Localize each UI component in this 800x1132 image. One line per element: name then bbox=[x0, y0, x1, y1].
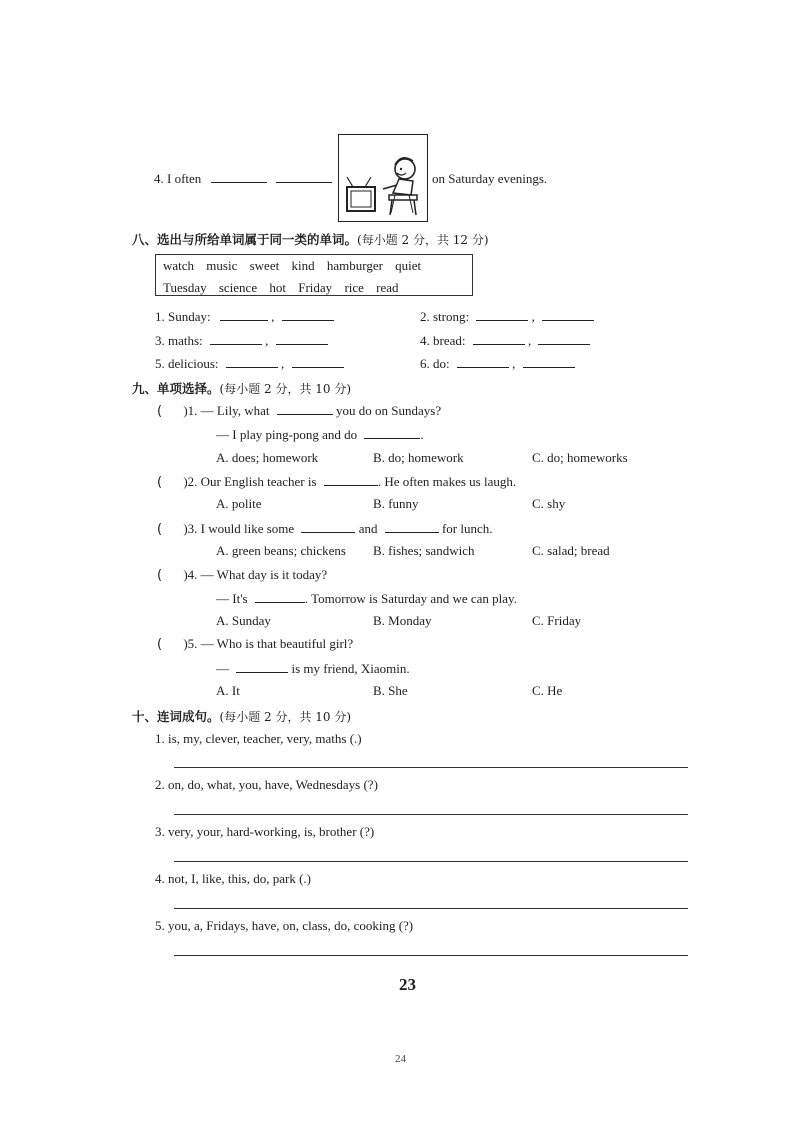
answer-blank[interactable] bbox=[324, 473, 378, 486]
classify-item-1: 1. Sunday: , bbox=[155, 308, 334, 325]
question-text: you do on Sundays? bbox=[336, 403, 442, 418]
question-number: )5. bbox=[183, 636, 198, 651]
section9-title: 九、单项选择。 bbox=[132, 381, 220, 396]
option-a[interactable]: A. polite bbox=[216, 496, 262, 511]
section10-note: (每小题 2 分，共 10 分) bbox=[219, 710, 352, 724]
question-number: )3. bbox=[183, 521, 198, 536]
q4-prefix: 4. I often bbox=[154, 171, 202, 186]
answer-blank[interactable] bbox=[542, 308, 594, 321]
q4-blank-1[interactable] bbox=[211, 170, 267, 183]
word: hamburger bbox=[326, 258, 383, 273]
answer-blank[interactable] bbox=[385, 520, 439, 533]
classify-item-3: 3. maths: , bbox=[155, 332, 328, 349]
word: music bbox=[206, 258, 238, 273]
classify-label: 4. bread: bbox=[420, 333, 466, 348]
question-number: )1. bbox=[183, 403, 198, 418]
mc-question-2 bbox=[157, 473, 516, 490]
mc-question-5-line2 bbox=[216, 660, 410, 677]
word: hot bbox=[269, 280, 286, 295]
reorder-item-1: 1. is, my, clever, teacher, very, maths (.) bbox=[155, 731, 362, 746]
classify-item-5: 5. delicious: , bbox=[155, 355, 344, 372]
question-number: )4. bbox=[183, 567, 198, 582]
option-b[interactable]: B. do; homework bbox=[373, 450, 464, 465]
answer-line[interactable] bbox=[174, 908, 688, 909]
answer-blank[interactable] bbox=[226, 355, 278, 368]
classify-label: 2. strong: bbox=[420, 309, 470, 324]
answer-blank[interactable] bbox=[457, 355, 509, 368]
question-text: I would like some bbox=[200, 521, 295, 536]
section8-title: 八、选出与所给单词属于同一类的单词。 bbox=[132, 232, 358, 247]
mc-question-3 bbox=[157, 520, 493, 537]
word-bank-row-2 bbox=[163, 280, 408, 296]
word: sweet bbox=[249, 258, 280, 273]
question-text: — It's bbox=[216, 591, 248, 606]
reorder-item-3: 3. very, your, hard-working, is, brother (?) bbox=[155, 824, 375, 839]
section10-heading bbox=[132, 707, 351, 725]
answer-blank[interactable] bbox=[523, 355, 575, 368]
mc-question-4-line2 bbox=[216, 590, 517, 607]
reorder-item-4: 4. not, I, like, this, do, park (.) bbox=[155, 871, 311, 886]
answer-blank[interactable] bbox=[473, 332, 525, 345]
option-c[interactable]: C. shy bbox=[532, 496, 566, 511]
answer-blank[interactable] bbox=[538, 332, 590, 345]
option-b[interactable]: B. Monday bbox=[373, 613, 432, 628]
option-c[interactable]: C. do; homeworks bbox=[532, 450, 628, 465]
classify-label: 3. maths: bbox=[155, 333, 203, 348]
answer-blank[interactable] bbox=[476, 308, 528, 321]
reorder-item-2: 2. on, do, what, you, have, Wednesdays (?) bbox=[155, 777, 378, 792]
word: watch bbox=[163, 258, 195, 273]
answer-paren-open[interactable]: ( bbox=[157, 568, 163, 583]
question-text: and bbox=[358, 521, 378, 536]
classify-item-4: 4. bread: , bbox=[420, 332, 590, 349]
question-text: — bbox=[216, 661, 229, 676]
section8-note: (每小题 2 分，共 12 分) bbox=[357, 233, 489, 247]
section10-title: 十、连词成句。 bbox=[132, 709, 220, 724]
reorder-item-5: 5. you, a, Fridays, have, on, class, do, cooking (?) bbox=[155, 918, 414, 933]
word: Friday bbox=[298, 280, 333, 295]
word: quiet bbox=[395, 258, 422, 273]
question-text: — What day is it today? bbox=[200, 567, 328, 582]
question-text: — I play ping-pong and do bbox=[216, 427, 358, 442]
answer-blank[interactable] bbox=[292, 355, 344, 368]
option-b[interactable]: B. fishes; sandwich bbox=[373, 543, 475, 558]
option-a[interactable]: A. green beans; chickens bbox=[216, 543, 346, 558]
answer-blank[interactable] bbox=[301, 520, 355, 533]
answer-blank[interactable] bbox=[276, 332, 328, 345]
answer-blank[interactable] bbox=[210, 332, 262, 345]
q4-picture-frame bbox=[338, 134, 428, 222]
option-c[interactable]: C. Friday bbox=[532, 613, 582, 628]
scan-page-number: 24 bbox=[395, 1053, 406, 1065]
word: science bbox=[218, 280, 258, 295]
mc-question-4 bbox=[157, 567, 327, 583]
answer-line[interactable] bbox=[174, 955, 688, 956]
word-bank-row-1 bbox=[163, 258, 430, 274]
section9-heading bbox=[132, 379, 351, 397]
word: kind bbox=[291, 258, 315, 273]
word: read bbox=[376, 280, 399, 295]
answer-paren-open[interactable]: ( bbox=[157, 475, 163, 490]
answer-line[interactable] bbox=[174, 814, 688, 815]
mc-question-5 bbox=[157, 636, 353, 652]
option-a[interactable]: A. does; homework bbox=[216, 450, 319, 465]
section8-heading bbox=[132, 230, 489, 248]
answer-blank[interactable] bbox=[277, 402, 333, 415]
classify-label: 1. Sunday: bbox=[155, 309, 211, 324]
section9-note: (每小题 2 分，共 10 分) bbox=[219, 382, 352, 396]
answer-blank[interactable] bbox=[220, 308, 268, 321]
answer-line[interactable] bbox=[174, 767, 688, 768]
answer-blank[interactable] bbox=[236, 660, 288, 673]
question-text: . bbox=[420, 427, 424, 442]
question-text: — Lily, what bbox=[200, 403, 270, 418]
question-text: . He often makes us laugh. bbox=[377, 474, 517, 489]
classify-item-2: 2. strong: , bbox=[420, 308, 594, 325]
answer-blank[interactable] bbox=[282, 308, 334, 321]
option-c[interactable]: C. salad; bread bbox=[532, 543, 610, 558]
q4-sentence bbox=[154, 170, 332, 187]
answer-paren-open[interactable]: ( bbox=[157, 404, 163, 419]
option-a[interactable]: A. It bbox=[216, 683, 240, 698]
question-text: for lunch. bbox=[441, 521, 493, 536]
option-c[interactable]: C. He bbox=[532, 683, 563, 698]
question-text: — Who is that beautiful girl? bbox=[200, 636, 354, 651]
classify-item-6: 6. do: , bbox=[420, 355, 575, 372]
word-bank bbox=[155, 254, 473, 296]
question-number: )2. bbox=[183, 474, 198, 489]
person-watching-tv-illustration bbox=[339, 135, 426, 220]
q4-blank-2[interactable] bbox=[276, 170, 332, 183]
answer-line[interactable] bbox=[174, 861, 688, 862]
option-b[interactable]: B. funny bbox=[373, 496, 419, 511]
question-text: is my friend, Xiaomin. bbox=[291, 661, 410, 676]
option-a[interactable]: A. Sunday bbox=[216, 613, 271, 628]
answer-blank[interactable] bbox=[255, 590, 305, 603]
mc-question-1-line2 bbox=[216, 426, 424, 443]
answer-paren-open[interactable]: ( bbox=[157, 637, 163, 652]
option-b[interactable]: B. She bbox=[373, 683, 408, 698]
question-text: . Tomorrow is Saturday and we can play. bbox=[304, 591, 517, 606]
answer-blank[interactable] bbox=[364, 426, 420, 439]
question-text: Our English teacher is bbox=[200, 474, 317, 489]
word: rice bbox=[344, 280, 364, 295]
word: Tuesday bbox=[163, 280, 207, 295]
answer-paren-open[interactable]: ( bbox=[157, 522, 163, 537]
page-number: 23 bbox=[399, 975, 416, 994]
classify-label: 5. delicious: bbox=[155, 356, 219, 371]
classify-label: 6. do: bbox=[420, 356, 450, 371]
q4-suffix: on Saturday evenings. bbox=[432, 171, 548, 186]
mc-question-1 bbox=[157, 402, 441, 419]
